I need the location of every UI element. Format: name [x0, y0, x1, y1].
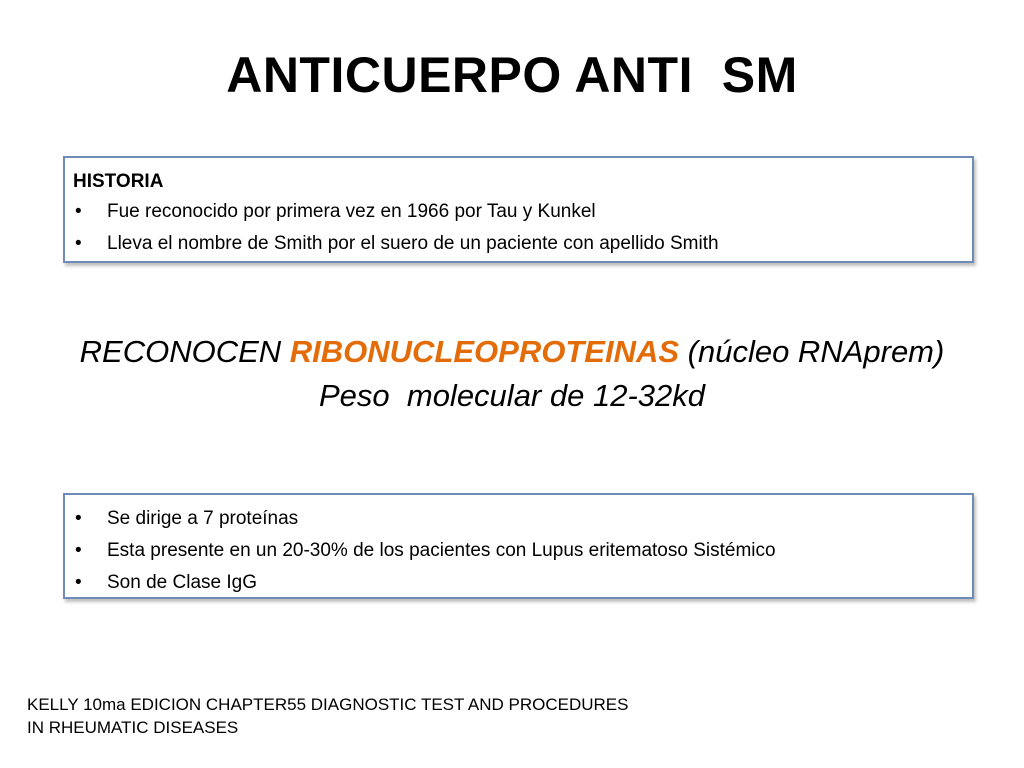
- center-suffix: (núcleo RNAprem): [679, 334, 945, 369]
- features-bullet-text: Son de Clase IgG: [107, 572, 257, 593]
- historia-box: [63, 156, 974, 263]
- center-highlight: RIBONUCLEOPROTEINAS: [289, 334, 680, 369]
- list-item: [73, 196, 964, 228]
- slide-title: ANTICUERPO ANTI SM: [226, 47, 798, 103]
- center-statement-line-1: [0, 330, 1024, 374]
- list-item: [73, 228, 964, 260]
- historia-heading: HISTORIA: [73, 171, 164, 192]
- bullet-icon: •: [75, 508, 82, 529]
- reference-citation: [27, 693, 628, 739]
- historia-bullet-text: Fue reconocido por primera vez en 1966 por Tau y Kunkel: [107, 201, 596, 222]
- center-statement-line-2: Peso molecular de 12-32kd: [318, 378, 705, 413]
- features-bullet-list: [73, 503, 964, 599]
- bullet-icon: •: [75, 233, 82, 254]
- bullet-icon: •: [75, 201, 82, 222]
- list-item: [73, 503, 964, 535]
- features-bullet-text: Se dirige a 7 proteínas: [107, 508, 299, 529]
- historia-bullet-list: [73, 196, 964, 260]
- bullet-icon: •: [75, 572, 82, 593]
- center-prefix: RECONOCEN: [79, 334, 290, 369]
- features-box: [63, 493, 974, 599]
- reference-line-2: IN RHEUMATIC DISEASES: [27, 718, 239, 737]
- list-item: [73, 567, 964, 599]
- features-bullet-text: Esta presente en un 20-30% de los pacientes con Lupus eritematoso Sistémico: [107, 540, 776, 561]
- reference-line-1: KELLY 10ma EDICION CHAPTER55 DIAGNOSTIC TEST AND PROCEDURES: [27, 695, 629, 714]
- bullet-icon: •: [75, 540, 82, 561]
- historia-bullet-text: Lleva el nombre de Smith por el suero de un paciente con apellido Smith: [107, 233, 719, 254]
- list-item: [73, 535, 964, 567]
